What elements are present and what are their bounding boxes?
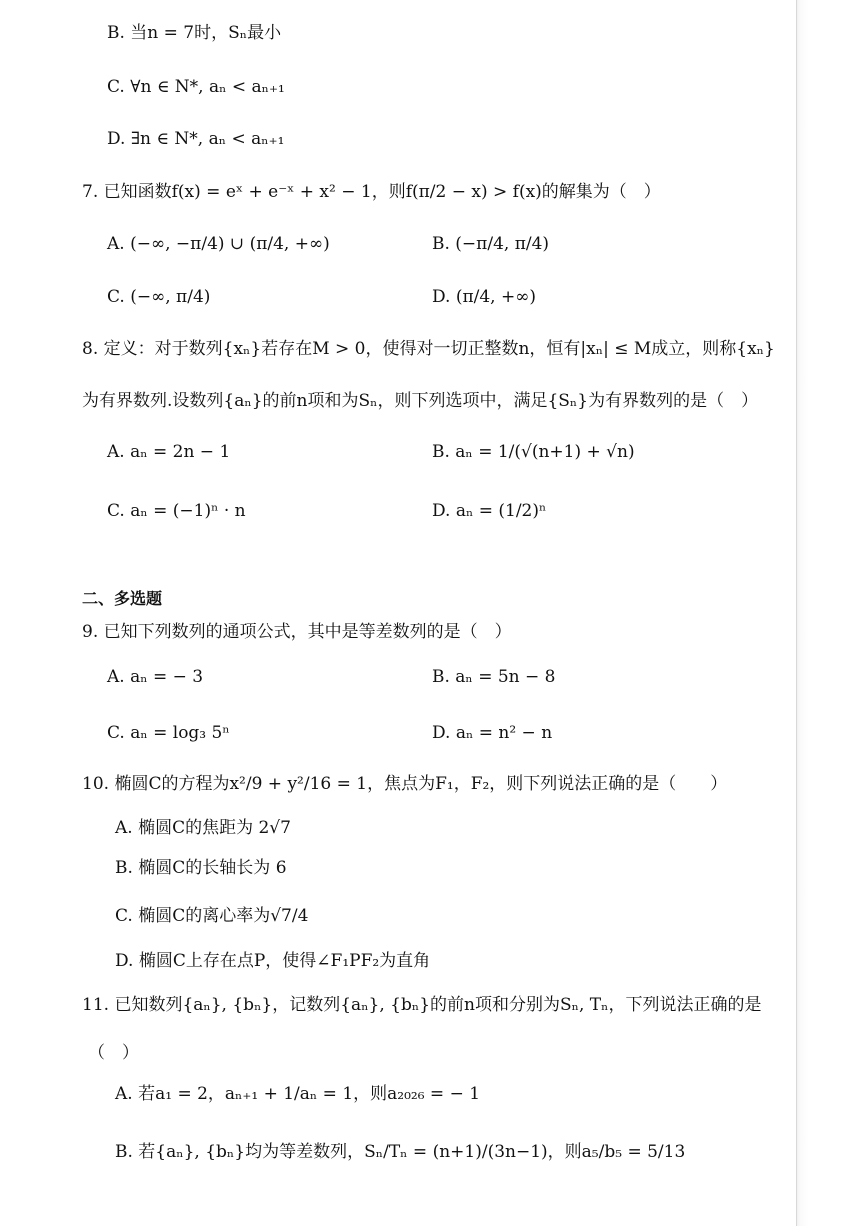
q8-option-a: A. aₙ = 2n − 1 [107, 442, 231, 462]
q10-stem: 10. 椭圆C的方程为x²/9 + y²/16 = 1，焦点为F₁，F₂，则下列说法正确的是（ ） [82, 774, 728, 794]
q10-option-d: D. 椭圆C上存在点P，使得∠F₁PF₂为直角 [115, 951, 431, 971]
q9-stem: 9. 已知下列数列的通项公式，其中是等差数列的是（ ） [82, 622, 512, 642]
q7-stem: 7. 已知函数f(x) = eˣ + e⁻ˣ + x² − 1，则f(π/2 − x) > f(x)的解集为（ ） [82, 182, 661, 202]
q7-option-b: B. (−π/4, π/4) [432, 234, 550, 254]
q8-option-c: C. aₙ = (−1)ⁿ · n [107, 501, 246, 521]
q8-option-b: B. aₙ = 1/(√(n+1) + √n) [432, 442, 635, 462]
section-title-multiple-choice: 二、多选题 [82, 589, 163, 608]
q6-option-c: C. ∀n ∈ N*, aₙ < aₙ₊₁ [107, 77, 285, 97]
q9-option-c: C. aₙ = log₃ 5ⁿ [107, 723, 230, 743]
q9-option-a: A. aₙ = − 3 [107, 667, 204, 687]
q10-option-c: C. 椭圆C的离心率为√7/4 [115, 906, 309, 926]
q11-option-b: B. 若{aₙ}, {bₙ}均为等差数列，Sₙ/Tₙ = (n+1)/(3n−1)，则a₅/b₅ = 5/13 [115, 1142, 686, 1162]
q9-option-b: B. aₙ = 5n − 8 [432, 667, 556, 687]
q9-option-d: D. aₙ = n² − n [432, 723, 553, 743]
q7-option-a: A. (−∞, −π/4) ∪ (π/4, +∞) [107, 234, 330, 254]
q7-option-d: D. (π/4, +∞) [432, 287, 537, 307]
q6-option-b: B. 当n = 7时，Sₙ最小 [107, 23, 282, 43]
q6-option-d: D. ∃n ∈ N*, aₙ < aₙ₊₁ [107, 129, 285, 149]
q7-option-c: C. (−∞, π/4) [107, 287, 211, 307]
q10-option-a: A. 椭圆C的焦距为 2√7 [115, 818, 291, 838]
q11-option-a: A. 若a₁ = 2，aₙ₊₁ + 1/aₙ = 1，则a₂₀₂₆ = − 1 [115, 1084, 481, 1104]
q8-stem-line1: 8. 定义：对于数列{xₙ}若存在M > 0，使得对一切正整数n，恒有|xₙ| ≤ M成立，则称{xₙ} [82, 339, 775, 359]
q11-stem-line1: 11. 已知数列{aₙ}, {bₙ}，记数列{aₙ}, {bₙ}的前n项和分别为Sₙ, Tₙ，下列说法正确的是 [82, 995, 762, 1015]
q11-stem-line2: （ ） [88, 1043, 139, 1063]
q8-stem-line2: 为有界数列.设数列{aₙ}的前n项和为Sₙ，则下列选项中，满足{Sₙ}为有界数列的是（ ） [82, 391, 759, 411]
q8-option-d: D. aₙ = (1/2)ⁿ [432, 501, 547, 521]
q10-option-b: B. 椭圆C的长轴长为 6 [115, 858, 287, 878]
page-edge-shadow [796, 0, 867, 1226]
